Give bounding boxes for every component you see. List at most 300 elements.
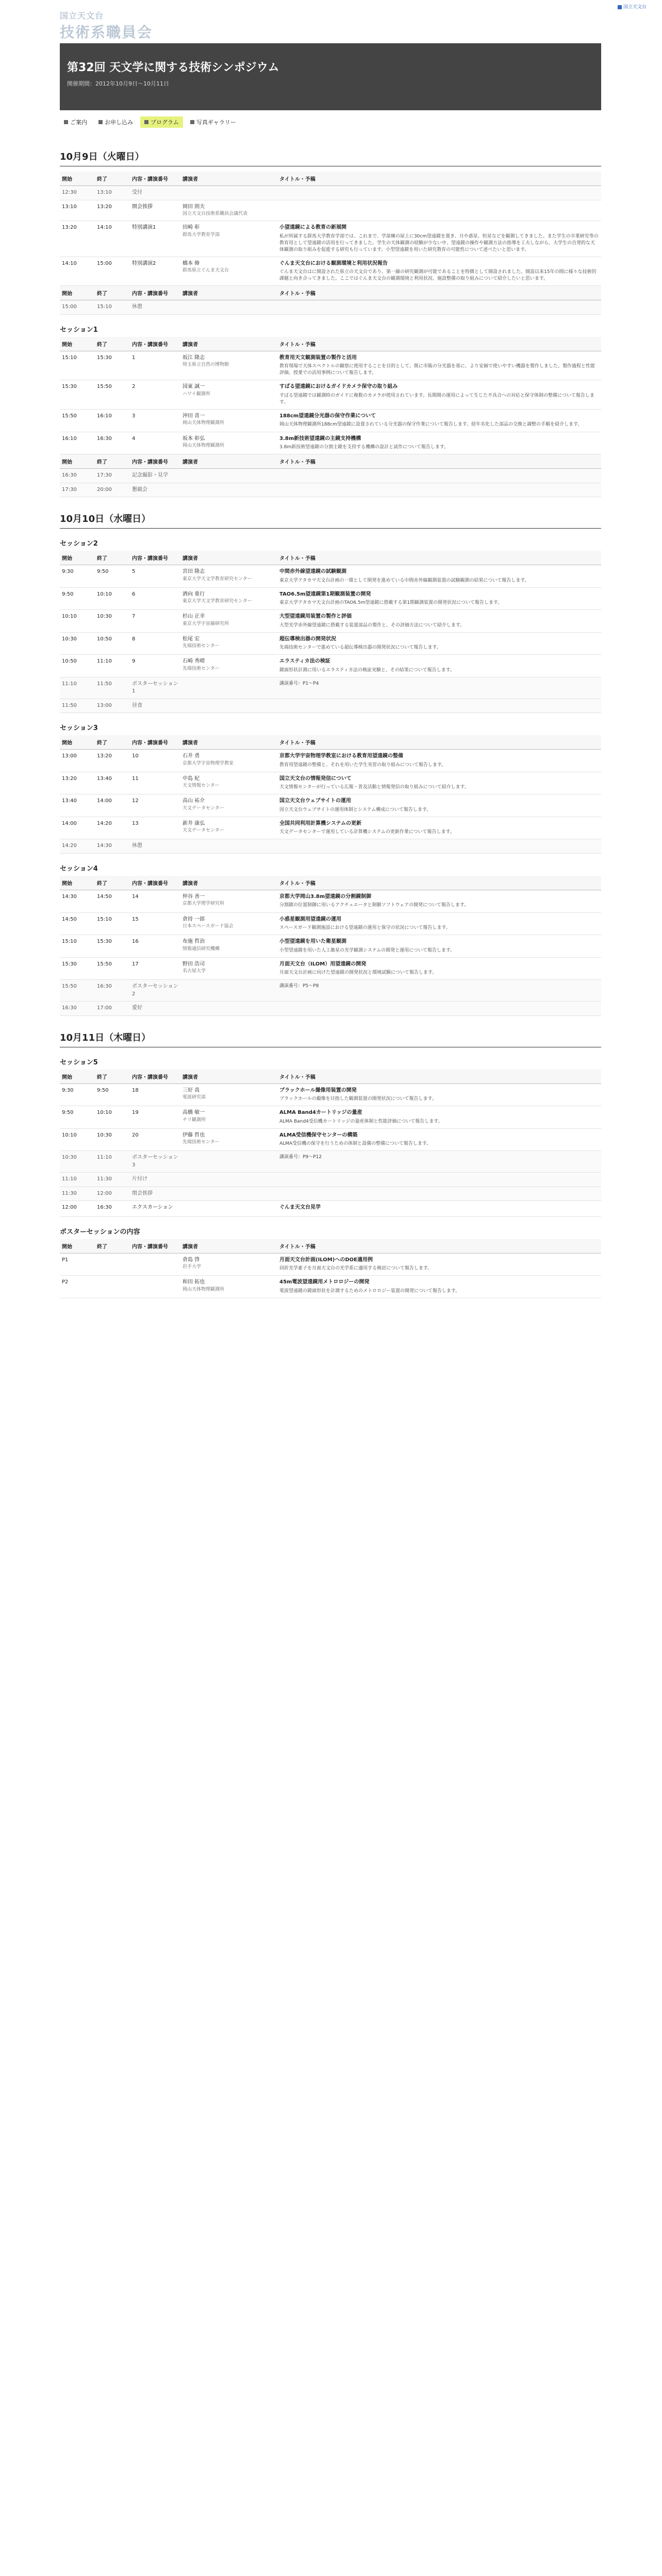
end-time: 10:10 [95,1106,130,1129]
table-row [60,1083,601,1106]
session-kind: 休憩 [130,300,180,315]
session-kind: 昼食 [130,699,180,713]
session-kind: エクスカーション [130,1201,180,1217]
session-kind: 特別講演1 [130,221,180,257]
table-row [60,750,601,772]
column-header-end: 終了 [95,876,130,890]
speaker-affiliation: 情報通信研究機構 [183,946,220,952]
event-date: 開催期間：2012年10月9日〜10月11日 [67,80,169,87]
table-head [60,551,601,565]
talk-abstract: 私が所属する群馬大学教育学部では、これまで、学部棟の屋上に30cm望遠鏡を置き、月や惑星、恒星などを観測してきました。また学生の卒業研究等の教育用として望遠鏡の活用を行ってきました。学生の天体観測の経験が少ない中、望遠鏡の操作や観測方法の指導を工夫しながら、大学生の自発的な天体観測の取り組みを促進する研究も行っています。小型望遠鏡を用いた研究教育の可能性について述べたいと思います。 [279,233,599,252]
end-time [95,1276,130,1298]
title-cell [277,794,601,817]
start-time: 10:30 [60,1151,95,1173]
speaker-name: 布施 哲治 [183,939,205,945]
speaker-affiliation: チリ観測所 [183,1117,206,1123]
table-row [60,794,601,817]
logo-line2: 技術系職員会 [60,24,153,41]
title-cell [277,1253,601,1276]
table-body [60,1253,601,1298]
day-heading: 10月9日（火曜日） [60,149,601,166]
title-cell [277,772,601,794]
table-row [60,587,601,610]
speaker-name: 坂江 隆志 [183,354,205,361]
title-cell [277,469,601,483]
talk-abstract: 天文データセンターで運用している計算機システムの更新作業について報告します。 [279,829,455,835]
start-time: 9:30 [60,565,95,588]
title-cell [277,1187,601,1201]
table-row [60,351,601,380]
speaker-cell [180,957,277,980]
speaker-affiliation: 京都大学理学研究科 [183,901,225,907]
talk-abstract: 教育現場で天体スペクトルの観察に使用することを目的として、既に市販の分光器を基に、より安価で使いやすい機器を製作しました。製作過程と性能評価、授業での活用事例について報告します。 [279,364,595,376]
end-time: 13:40 [95,772,130,794]
table-row [60,610,601,633]
speaker-affiliation: 先端技術センター [183,643,220,649]
external-link-icon [618,5,622,9]
column-header-title: タイトル・予稿 [277,876,601,890]
talk-title: すばる望遠鏡におけるガイドカメラ保守の取り組み [279,384,398,390]
schedule-table [60,735,601,854]
table-row [60,380,601,410]
start-time: 16:10 [60,432,95,454]
session-kind: 片付け [130,1173,180,1187]
session-heading: セッション4 [60,865,98,873]
end-time: 15:30 [95,935,130,958]
start-time: 14:10 [60,257,95,286]
end-time: 10:30 [95,610,130,633]
talk-abstract: 教育用望遠鏡の整備と、それを用いた学生実習の取り組みについて報告します。 [279,762,446,768]
title-cell [277,565,601,588]
column-header-kind: 内容・講演番号 [130,735,180,750]
talk-title: 国立天文台ウェブサイトの運用 [279,798,351,804]
speaker-cell [180,1173,277,1187]
tab-label: 写真ギャラリー [196,119,236,126]
column-header-start: 開始 [60,1070,95,1084]
session-kind [130,1276,180,1298]
session-kind: 13 [130,817,180,839]
session-kind: 懇親会 [130,483,180,497]
end-time: 15:10 [95,300,130,315]
tab-label: ご案内 [70,119,87,126]
talk-abstract: 先端技術センターで進めている超伝導検出器の開発状況について報告します。 [279,645,441,651]
end-time: 17:00 [95,1002,130,1016]
talk-abstract: すばる望遠鏡では観測時のガイドに複数のカメラが使用されています。長期間の運用によって生じた不具合への対応と保守体制の整備について報告します。 [279,393,594,405]
talk-title: 全国共同利用計算機システムの更新 [279,820,361,826]
talk-abstract: 回折光学素子を月面天文台の光学系に適用する検討について報告します。 [279,1266,433,1272]
talk-title: 188cm望遠鏡分光器の保守作業について [279,413,376,419]
table-row [60,912,601,935]
title-cell [277,351,601,380]
speaker-cell [180,351,277,380]
speaker-affiliation: 天文データセンター [183,805,224,811]
start-time: P1 [60,1253,95,1276]
nav-tabs [60,116,240,128]
tab-gallery[interactable] [186,116,240,128]
title-cell [277,1276,601,1298]
speaker-cell [180,794,277,817]
end-time: 15:50 [95,957,130,980]
column-header-end: 終了 [95,337,130,351]
header-row [60,286,601,300]
talk-abstract: ALMA Band4受信機カートリッジの量産体制と性能評価について報告します。 [279,1118,443,1124]
speaker-cell [180,839,277,854]
start-time: 10:30 [60,632,95,655]
end-time [95,1253,130,1276]
table-body [60,351,601,454]
end-time: 12:00 [95,1187,130,1201]
header-row [60,454,601,469]
column-header-kind: 内容・講演番号 [130,172,180,186]
title-cell [277,1151,601,1173]
column-header-speaker: 講演者 [180,876,277,890]
header-row [60,172,601,186]
column-header-start: 開始 [60,735,95,750]
speaker-cell [180,1128,277,1151]
speaker-name: 高山 祐介 [183,798,205,804]
session-kind: 6 [130,587,180,610]
header-row [60,876,601,890]
talk-title: 国立天文台の情報発信について [279,775,352,782]
table-row [60,1128,601,1151]
session-kind: 5 [130,565,180,588]
table-row [60,935,601,958]
header-row [60,337,601,351]
speaker-cell [180,980,277,1002]
end-time: 11:30 [95,1173,130,1187]
end-time: 15:00 [95,257,130,286]
title-cell [277,300,601,315]
table-row [60,565,601,588]
start-time: 15:50 [60,980,95,1002]
column-header-start: 開始 [60,286,95,300]
session-kind: 3 [130,409,180,432]
top-nav-link[interactable]: 国立天文台 [623,5,647,10]
tab-label: プログラム [151,119,179,126]
end-time: 14:20 [95,817,130,839]
speaker-name: 宮田 隆志 [183,569,205,575]
header-row [60,735,601,750]
start-time: 15:10 [60,351,95,380]
table-body [60,186,601,286]
speaker-cell [180,817,277,839]
talk-title: 中間赤外線望遠鏡の試験観測 [279,569,346,575]
talk-abstract: ALMA受信機の保守を行うための体制と設備の整備について報告します。 [279,1141,432,1147]
talk-abstract: 分割鏡の位置制御に用いるアクチュエータと制御ソフトウェアの開発について報告します。 [279,903,469,908]
table-row [60,200,601,221]
session-kind: 記念撮影・見学 [130,469,180,483]
speaker-cell [180,587,277,610]
speaker-affiliation: ハワイ観測所 [183,391,210,397]
session-kind: 10 [130,750,180,772]
speaker-cell [180,432,277,454]
speaker-name: 国東 誠一 [183,384,205,390]
table-row [60,677,601,699]
talk-abstract: 電波望遠鏡の鏡面形状を計測するためのメトロロジー装置の開発について報告します。 [279,1288,460,1294]
title-cell [277,186,601,200]
end-time: 10:30 [95,1128,130,1151]
session-kind: ポスターセッション3 [130,1151,180,1173]
table-head [60,1239,601,1253]
speaker-affiliation: 岡山天体物理観測所 [183,1286,225,1292]
speaker-name: 三好 真 [183,1087,200,1093]
start-time: 13:20 [60,221,95,257]
speaker-cell [180,632,277,655]
end-time: 14:10 [95,221,130,257]
column-header-speaker: 講演者 [180,337,277,351]
session-kind: 12 [130,794,180,817]
poster-heading: ポスターセッションの内容 [60,1228,140,1236]
speaker-cell [180,935,277,958]
column-header-title: タイトル・予稿 [277,1070,601,1084]
start-time: 16:30 [60,469,95,483]
speaker-affiliation: 先端技術センター [183,1140,220,1145]
talk-abstract: 鏡面形状計測に用いるエラスティカ法の検証実験と、その結果について報告します。 [279,667,455,673]
speaker-affiliation: 天文データセンター [183,828,224,834]
speaker-affiliation: 天文情報センター [183,783,220,789]
speaker-name: 坂本 彰弘 [183,435,205,442]
title-cell [277,432,601,454]
column-header-title: タイトル・予稿 [277,551,601,565]
tab-guide[interactable] [60,116,91,128]
column-header-end: 終了 [95,1070,130,1084]
speaker-name: 和田 拓也 [183,1279,205,1285]
table-row [60,699,601,713]
table-row [60,772,601,794]
title-cell [277,839,601,854]
speaker-cell [180,380,277,410]
speaker-affiliation: 日本スペースガード協会 [183,924,234,929]
end-time: 11:50 [95,677,130,699]
column-header-kind: 内容・講演番号 [130,551,180,565]
end-time: 14:50 [95,890,130,912]
title-cell [277,1002,601,1016]
speaker-affiliation: 名古屋大学 [183,969,206,974]
title-cell [277,935,601,958]
table-row [60,1253,601,1276]
talk-title: 教育用天文観測装置の製作と活用 [279,354,357,361]
talk-abstract: 国立天文台ウェブサイトの運用体制とシステム構成について報告します。 [279,807,432,812]
speaker-name: 野田 浩司 [183,961,205,967]
schedule-table [60,337,601,454]
column-header-start: 開始 [60,337,95,351]
title-cell [277,200,601,221]
session-kind: 9 [130,655,180,677]
table-head [60,286,601,300]
session-kind: 開会挨拶 [130,200,180,221]
speaker-cell [180,1002,277,1016]
session-heading: セッション2 [60,540,98,548]
start-time: 14:00 [60,817,95,839]
table-row [60,409,601,432]
end-time: 10:50 [95,632,130,655]
speaker-cell [180,409,277,432]
tab-apply[interactable] [94,116,137,128]
session-heading: セッション1 [60,326,98,334]
speaker-name: 伊藤 哲也 [183,1132,205,1138]
speaker-cell [180,1276,277,1298]
talk-abstract: スペースガード観測施設における望遠鏡の運用と保守の状況について報告します。 [279,925,451,931]
session-kind: 17 [130,957,180,980]
start-time: 11:30 [60,1187,95,1201]
start-time: 15:10 [60,935,95,958]
speaker-name: 新井 康弘 [183,820,205,826]
talk-title: ブラックホール撮像用装置の開発 [279,1087,357,1093]
speaker-cell [180,610,277,633]
column-header-speaker: 講演者 [180,172,277,186]
schedule-table [60,454,601,497]
column-header-kind: 内容・講演番号 [130,1239,180,1253]
speaker-affiliation: 国立天文台技術系職員会議代表 [183,211,248,216]
talk-title: ALMA受信機保守センターの構築 [279,1132,358,1138]
end-time: 16:30 [95,1201,130,1217]
talk-abstract: 大型光学赤外線望遠鏡に搭載する装置部品の製作と、その評価方法について紹介します。 [279,622,465,628]
title-cell [277,890,601,912]
speaker-cell [180,1253,277,1276]
start-time: 13:20 [60,772,95,794]
end-time: 14:00 [95,794,130,817]
talk-title: 3.8m新技術望遠鏡の主鏡支持機構 [279,435,361,442]
talk-title: 月面天文台（ILOM）用望遠鏡の開発 [279,961,367,967]
speaker-cell [180,677,277,699]
table-row [60,483,601,497]
session-kind: ポスターセッション1 [130,677,180,699]
end-time: 15:30 [95,351,130,380]
talk-title: 大型望遠鏡用装置の製作と評価 [279,614,352,620]
speaker-name: 石崎 秀晴 [183,658,205,665]
start-time: 9:30 [60,1083,95,1106]
column-header-kind: 内容・講演番号 [130,454,180,469]
column-header-speaker: 講演者 [180,735,277,750]
column-header-end: 終了 [95,551,130,565]
end-time: 10:10 [95,587,130,610]
session-kind: 1 [130,351,180,380]
table-head [60,876,601,890]
table-row [60,1151,601,1173]
tab-label: お申し込み [105,119,133,126]
column-header-title: タイトル・予稿 [277,735,601,750]
talk-abstract: 東京大学アタカマ天文台計画の一環として開発を進めている中間赤外線観測装置の試験観測の結果について報告します。 [279,578,529,583]
start-time: 13:40 [60,794,95,817]
tab-program[interactable] [140,116,183,128]
column-header-kind: 内容・講演番号 [130,337,180,351]
table-row [60,186,601,200]
end-time: 15:50 [95,380,130,410]
column-header-speaker: 講演者 [180,286,277,300]
speaker-cell [180,200,277,221]
talk-abstract: ぐんま天文台はに開設された県立の天文台であり、第一線の研究観測が可能であることを特徴として開設されました。開設以来15年の間に様々な技術的課題と向き合ってきました。ここではぐんま天文台の観測環境と利用状況、施設整備の取り組みについて紹介したいと思います。 [279,269,597,282]
speaker-name: 仲谷 善一 [183,893,205,900]
column-header-kind: 内容・講演番号 [130,876,180,890]
session-kind: 15 [130,912,180,935]
start-time: 11:10 [60,1173,95,1187]
table-head [60,454,601,469]
speaker-cell [180,565,277,588]
talk-title: 小望遠鏡による教育の新展開 [279,225,346,231]
page-title: 第32回 天文学に関する技術シンポジウム [67,61,279,74]
table-row [60,839,601,854]
talk-title: 45m電波望遠鏡用メトロロジーの開発 [279,1279,370,1285]
start-time: 14:50 [60,912,95,935]
table-row [60,1106,601,1129]
end-time: 13:00 [95,699,130,713]
table-row [60,221,601,257]
session-kind: 11 [130,772,180,794]
column-header-end: 終了 [95,172,130,186]
speaker-affiliation: 東京大学天文学教育研究センター [183,599,252,604]
start-time: 10:10 [60,610,95,633]
table-row [60,632,601,655]
talk-abstract: 講演番号：P9〜P12 [279,1155,322,1160]
table-head [60,337,601,351]
program-icon [144,120,148,124]
start-time: 14:20 [60,839,95,854]
end-time: 9:50 [95,565,130,588]
speaker-name: 倉島 啓 [183,1257,200,1263]
talk-abstract: 東京大学アタカマ天文台計画のTAO6.5m望遠鏡に搭載する第1期観測装置の開発状況について報告します。 [279,600,503,606]
speaker-cell [180,772,277,794]
schedule-table [60,1070,601,1217]
speaker-cell [180,257,277,286]
talk-title: エラスティカ法の検証 [279,658,330,665]
speaker-name: 沖田 喜一 [183,413,205,419]
column-header-speaker: 講演者 [180,1070,277,1084]
title-cell [277,257,601,286]
top-nav[interactable] [618,3,647,10]
table-row [60,957,601,980]
speaker-name: 岡田 則夫 [183,204,205,210]
speaker-name: 高橋 敏一 [183,1110,205,1116]
session-kind: 4 [130,432,180,454]
talk-title: 京都大学岡山3.8m望遠鏡の分割鏡制御 [279,893,372,900]
table-row [60,432,601,454]
speaker-affiliation: 先端技術センター [183,666,220,671]
table-row [60,1187,601,1201]
title-cell [277,1083,601,1106]
session-kind: 20 [130,1128,180,1151]
session-kind: 受付 [130,186,180,200]
speaker-cell [180,483,277,497]
start-time: 10:10 [60,1128,95,1151]
speaker-cell [180,221,277,257]
column-header-title: タイトル・予稿 [277,454,601,469]
table-body [60,1083,601,1216]
speaker-cell [180,300,277,315]
title-cell [277,750,601,772]
table-row [60,300,601,315]
speaker-cell [180,750,277,772]
start-time: 11:10 [60,677,95,699]
title-cell [277,655,601,677]
banner [60,43,601,110]
schedule-table [60,172,601,286]
speaker-name: 田崎 彰 [183,225,200,231]
logo-line1: 国立天文台 [60,11,104,21]
table-body [60,565,601,713]
talk-title: ALMA Band4カートリッジの量産 [279,1110,362,1116]
session-kind: 14 [130,890,180,912]
session-kind: 16 [130,935,180,958]
header-row [60,551,601,565]
end-time: 20:00 [95,483,130,497]
speaker-affiliation: 岩手大学 [183,1264,202,1270]
end-time: 11:10 [95,655,130,677]
session-kind: 愛好 [130,1002,180,1016]
speaker-name: 中島 紀 [183,775,200,782]
table-body [60,469,601,497]
talk-abstract: 講演番号：P1〜P4 [279,681,319,686]
end-time: 13:10 [95,186,130,200]
